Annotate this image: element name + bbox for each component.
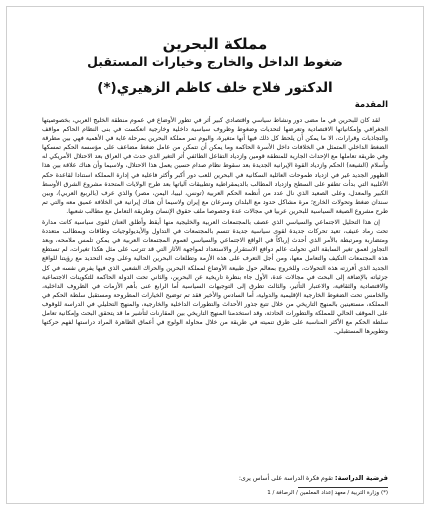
document-title: مملكة البحرين	[162, 35, 268, 53]
author-name: الدكتور فلاح خلف كاظم الزهيري(*)	[97, 80, 333, 96]
section-heading-introduction: المقدمة	[354, 100, 388, 110]
hypothesis-text: تقوم فكرة الدراسة على أساس يرى:	[238, 475, 333, 482]
document-subtitle: ضغوط الداخل والخارج وخيارات المستقبل	[87, 54, 343, 69]
footnote: (*) وزارة التربية / معهد إعداد المعلمين / الرصافة / 1	[267, 490, 388, 496]
study-hypothesis	[42, 474, 388, 482]
hypothesis-label: فرضية الدراسة:	[334, 474, 388, 482]
body-text	[42, 116, 388, 486]
footnote-divider	[298, 487, 388, 488]
paragraph: لقد كان للبحرين في ما مضى دور ونشاط سياسي واقتصادي كبير أثر في تطور الأوضاع في عموم منطقة الخليج العربي، بخصوصيتها الجغرافي وإمكانياتها الاقتصادية وتعرضها لتحديات وضغوط وظروف سياسية داخلية وخارجية انعكست في بنى النظام الحاكم مواقف والتجاذبات وقرارات، الا ما يمكن أن يلحظ كل ذلك فيها أنها متغيرة، واليوم تمر مملكة البحرين بمرحلة غاية في الأهمية فهي بين مطرقة الضغط الداخلي المتمثل في الخلافات داخل الأسرة الحاكمة وما يمكن أن تتمكن من عامل ضغط مضاعف على مؤسسة الحكم تمسكها وفي طريقة تعاملها مع الإحداث الجارية للمنطقة قومين وازدياد التفاعل الطائفي أثر التغير الذي حدث في العراق بعد الاحتلال الأمريكي له وأسلام (الشيعة) الحكم وازدياد القوة الإيرانية الجديدة بعد سقوط نظام صدام حسين يعمل هذا الاحتلال، ولاسيما وأن هناك علاقة بين هذا الظهور الجديد غير في ازدياد طموحات العائلية السكانية في البحرين للعب دور أكبر وأكثر فاعلية في إدارة المملكة استنادا لقاعدة حكم الأغلبية التي بدأت تطفو على السطح وازدياد المطالب بالديمقراطية وتطبيقات آلياتها بعد طرح الولايات المتحدة مشروع الشرق الأوسط الكبير والمعدل، وعلى الصعيد الذي نال عدد من أنظمة الحكم العربية (تونس، ليبيا، اليمن، مصر) والذي عرف (بالربيع العربي)، وبين سندان ضغط وتحولات الخارج؛ مرة مشاكل حدود مع البلدان وسرعان مع إيران ولاسيما أن هناك إيرانية في الخلافة عميق معه والتي تم طرح مشروع الصيغة السياسية للبحرين عربيا في مجالات عدة وحصوصا ملف حقوق الإنسان وطريقة التعامل مع مطالب شعبها.	[42, 117, 388, 215]
paragraph: إن هذا التحليل الاجتماعي والسياسي الذي عصف بالمجتمعات العربية والخليجية منها أيقظ وأطلق العنان لقوى سياسية كانت مدارة تحت رماد عنيف، تعيد تحركات جديدة لقوى سياسية جديدة تتسم بالمجتمعات في التداول والأيديولوجيات وطاقات وبمطالب متعددة ومتضاربة ومرتبطة بالأمر الذي أحدث إرباكاً في الواقع الاجتماعي والسياسي لعموم المجتمعات العربية في يمكن تلمس ملامحه، وبعد التجاوز لعمق تغير السابقة التي تحولت عالم دوافع الاستقرار والاستعداد لمواجهة الآثار التي قد تترتب على مثل هكذا تغيرات، لم تستطع هذه المجتمعات التكيف والتعامل معها، ومن أجل التعرف على هذه الأزمة وتطلعات البحرين الحالية وعلى وجه التحديد مع رؤيتنا للواقع الجديد الذي أفرزته هذه التحولات، وللخروج بمعالم حول طبيعة الأوضاع لمملكة البحرين والحراك الشعبي الذي فيها يفرض نفسه في كل جزئياته بالإضافة إلى البحث في مجالات عدة، الأول جاء بنظرة تاريخية عن البحرين، والثاني تحت الدولة الحاكمة للتكوينات الاجتماعية والاقتصادية والثقافية، والاعتبار التأثير، والثالث تطرق إلى التوجيهات السياسية أما الرابع عنى بأهم الأزمات في الظروف الداخلية، والخامس تحت الضغوط الخارجية الإقليمية والدولية، أما السادس والأخير فقد تم توضيح الخيارات المطروحة ومستقبل سلطة الحكم في المملكة، مستعينين بالمنهج التاريخي من خلال تتبع جذور الأحداث والتطورات الداخلية والخارجية، والمنهج التحليلي في الدراسة للوقوف على الموقف الحالي للمملكة والتطورات الحادثة، وقد استخدمنا المنهج التاريخي بين المقارنات لتأشير ما قد يتحقق البحث وإمكانية تعامل سلطة الحكم مع الأكثر المناسبة على طرق تنميته في طريقة من خلال محاولة الولوج في أعماق الظاهرة المراد دراستها لفهم حركتها وتطويرها المستقبلي.	[42, 219, 388, 336]
